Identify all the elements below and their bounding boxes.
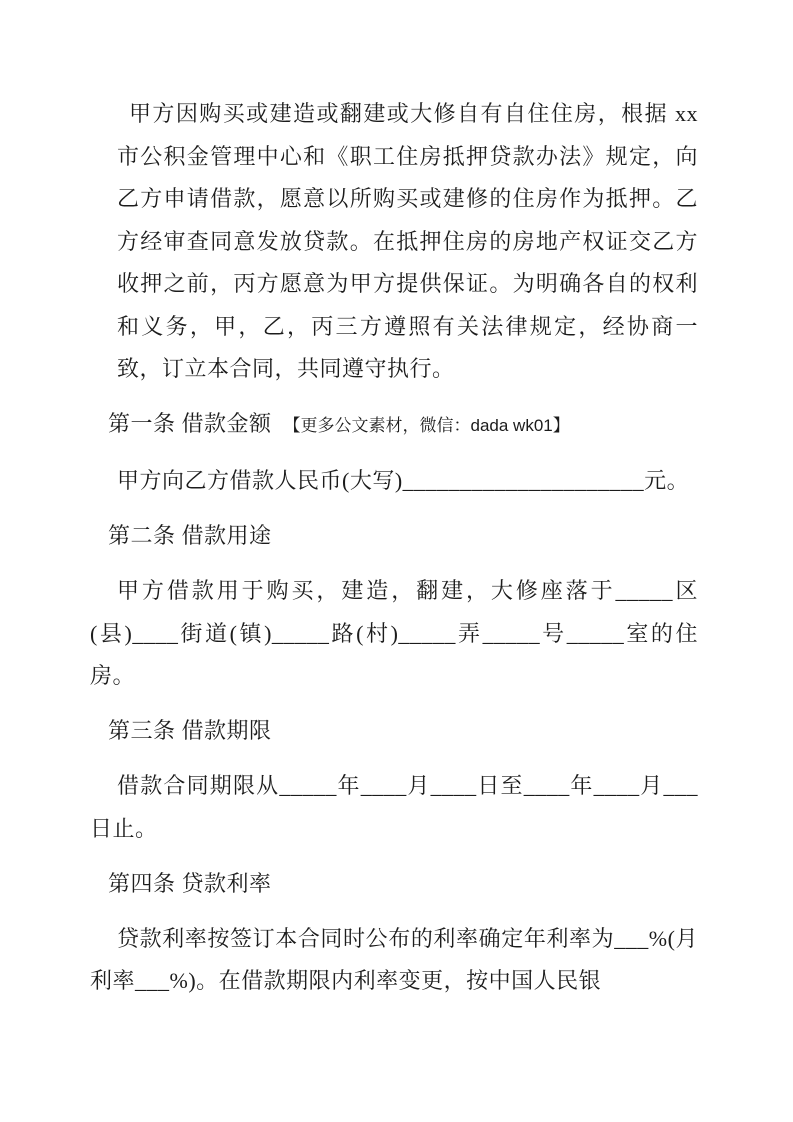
section-2-heading-line (108, 515, 698, 558)
section-3-heading: 第三条 借款期限 (108, 718, 272, 743)
section-4-body: 贷款利率按签订本合同时公布的利率确定年利率为___%(月利率___%)。在借款期限内利率变更，按中国人民银 (90, 925, 698, 993)
section-3-body: 借款合同期限从_____年____月____日至____年____月___日止。 (90, 773, 698, 841)
section-1-heading-line (108, 403, 698, 448)
document-content (90, 93, 698, 1015)
intro-paragraph: 甲方因购买或建造或翻建或大修自有自住住房，根据 xx 市公积金管理中心和《职工住房抵押贷款办法》规定，向乙方申请借款，愿意以所购买或建修的住房作为抵押。乙方经审查同意发放贷款。在抵押住房的房地产权证交乙方收押之前，丙方愿意为甲方提供保证。为明确各自的权利和义务，甲，乙，丙三方遵照有关法律规定，经协商一致，订立本合同，共同遵守执行。 (117, 101, 698, 381)
section-2-heading: 第二条 借款用途 (108, 523, 272, 548)
section-3-heading-line (108, 710, 698, 753)
section-1-heading: 第一条 借款金额 (108, 411, 272, 436)
watermark-note: 【更多公文素材，微信：dada wk01】 (283, 416, 570, 435)
section-4-heading: 第四条 贷款利率 (108, 870, 272, 896)
section-4-heading-line (108, 863, 698, 906)
section-1-body: 甲方向乙方借款人民币(大写)_____________________元。 (117, 468, 690, 493)
section-2-body: 甲方借款用于购买，建造，翻建，大修座落于_____区(县)____街道(镇)_____路(村)_____弄_____号_____室的住房。 (90, 578, 698, 688)
